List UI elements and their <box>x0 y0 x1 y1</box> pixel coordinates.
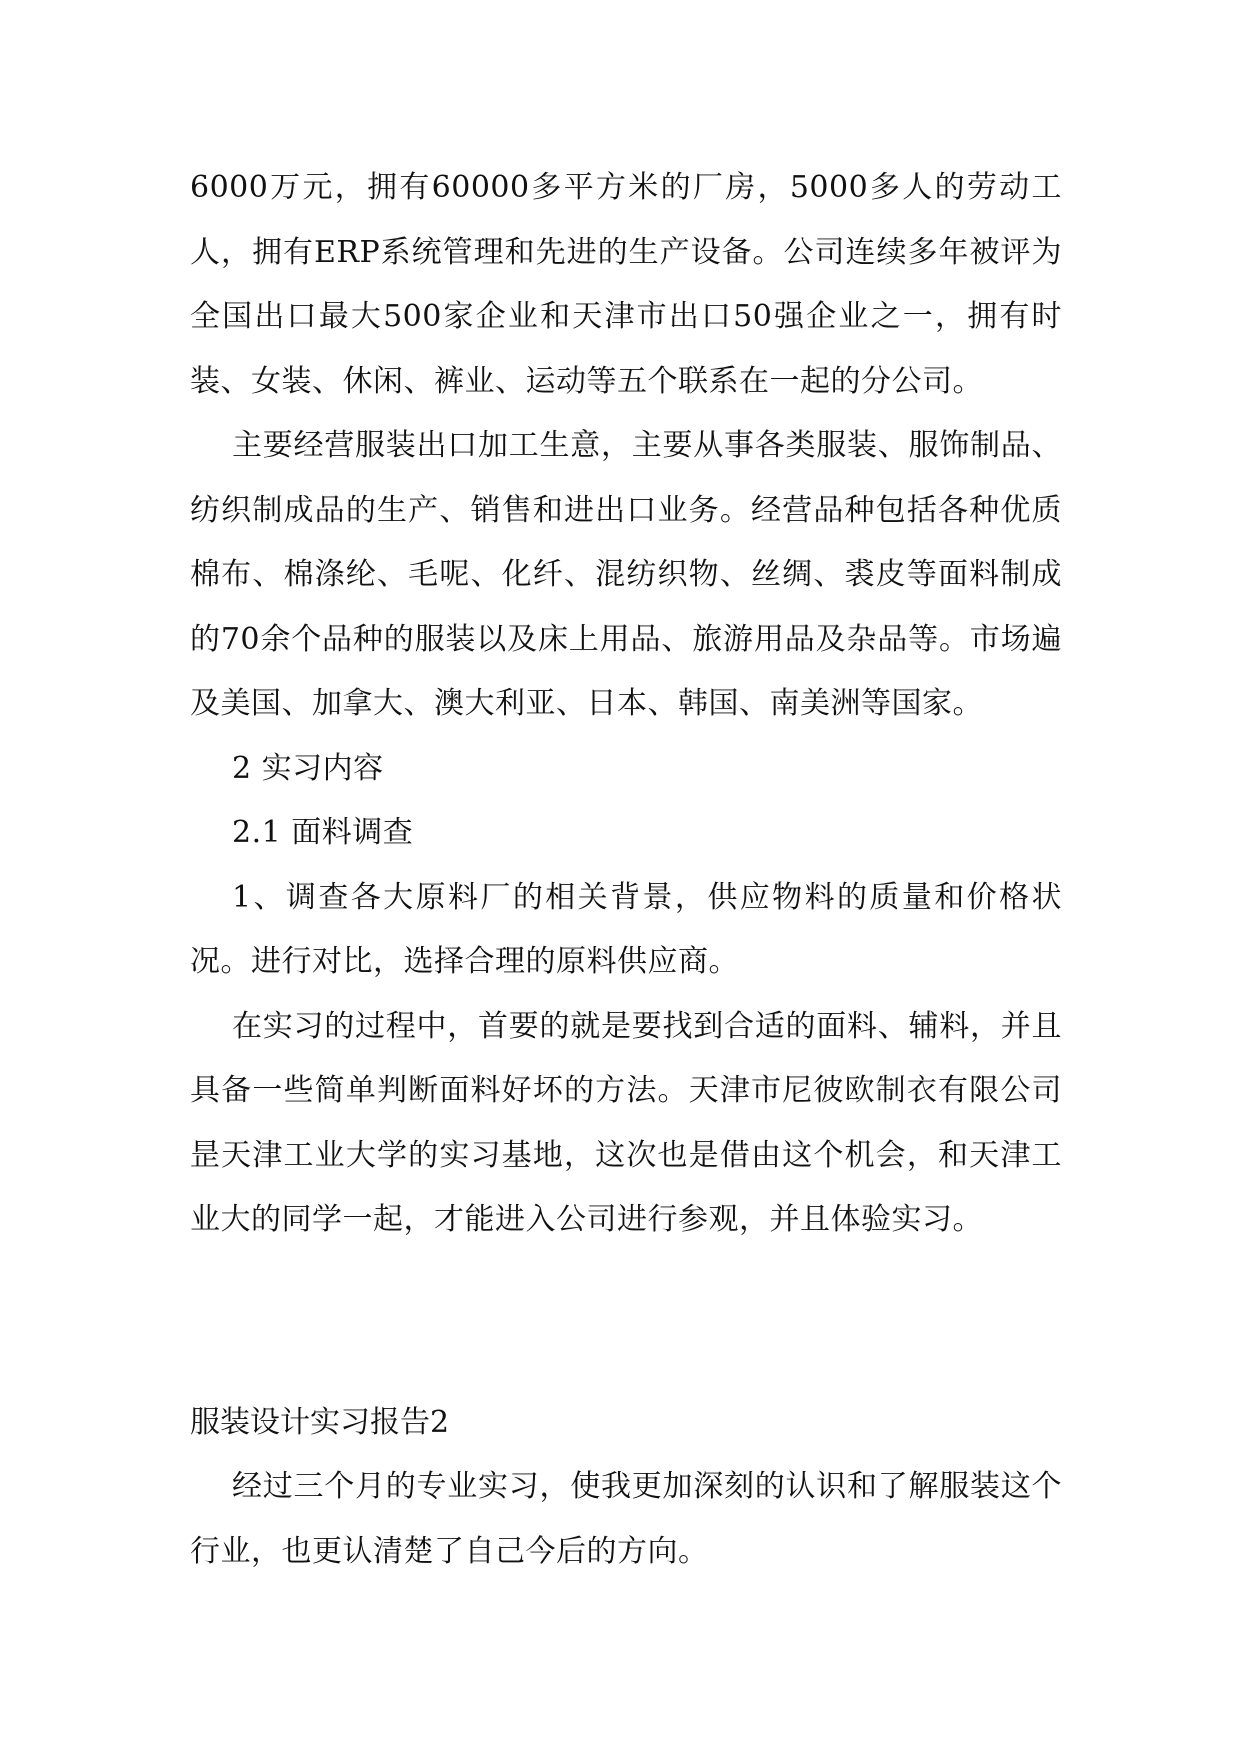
section-spacer <box>190 1253 1062 1391</box>
report-2-title: 服装设计实习报告2 <box>190 1404 450 1440</box>
document-body <box>190 156 1062 1584</box>
paragraph-internship-process: 在实习的过程中，首要的就是要找到合适的面料、辅料，并且具备一些简单判断面料好坏的方法。天津市尼彼欧制衣有限公司昰天津工业大学的实习基地，这次也是借由这个机会，和天津工业大的同学一起，才能进入公司进行参观，并且体验实习。 <box>190 1008 1062 1237</box>
section-heading-internship-content: 2 实习内容 <box>232 750 384 786</box>
paragraph-company-intro: 6000万元，拥有60000多平方米的厂房，5000多人的劳动工人，拥有ERP系统管理和先进的生产设备。公司连续多年被评为全国出口最大500家企业和天津市出口50强企业之一，拥有时装、女装、休闲、裤业、运动等五个联系在一起的分公司。 <box>190 170 1062 399</box>
subsection-heading-fabric-survey: 2.1 面料调查 <box>232 815 414 850</box>
paragraph-item-1: 1、调查各大原料厂的相关背景，供应物料的质量和价格状况。进行对比，选择合理的原料供应商。 <box>190 879 1062 979</box>
paragraph-business-scope: 主要经营服装出口加工生意，主要从事各类服装、服饰制品、纺织制成品的生产、销售和进出口业务。经营品种包括各种优质棉布、棉涤纶、毛呢、化纤、混纺织物、丝绸、裘皮等面料制成的70余个品种的服装以及床上用品、旅游用品及杂品等。市场遍及美国、加拿大、澳大利亚、日本、韩国、南美洲等国家。 <box>190 428 1062 721</box>
paragraph-report2-intro: 经过三个月的专业实习，使我更加深刻的认识和了解服装这个行业，也更认清楚了自己今后的方向。 <box>190 1469 1062 1569</box>
